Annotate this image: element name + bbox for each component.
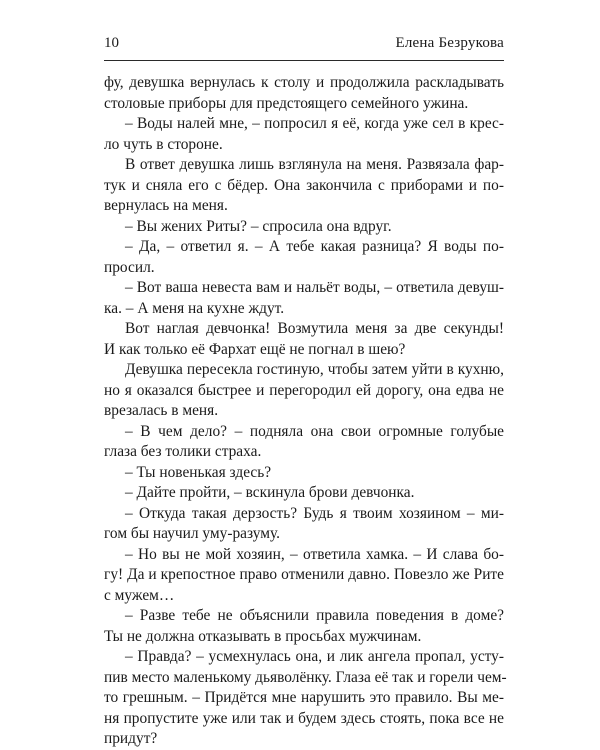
text-line: то грешным. – Придётся мне нарушить это правило. Вы ме- bbox=[104, 689, 504, 706]
text-line: – В чем дело? – подняла она свои огромные голубые bbox=[125, 422, 504, 440]
text-line: гу! Да и крепостное право отменили давно. Повезло же Рите bbox=[104, 566, 504, 583]
text-line: придут? bbox=[104, 730, 158, 747]
text-line: – Ты новенькая здесь? bbox=[125, 463, 272, 481]
author-name: Елена Безрукова bbox=[395, 35, 504, 51]
text-line: – Вы жених Риты? – спросила она вдруг. bbox=[125, 217, 392, 235]
header-rule bbox=[104, 60, 504, 61]
text-line: – Правда? – усмехнулась она, и лик ангела пропал, усту- bbox=[125, 648, 504, 665]
text-line: – Вот ваша невеста вам и нальёт воды, – ответила девуш- bbox=[125, 279, 504, 296]
text-line: ло чуть в стороне. bbox=[104, 135, 223, 153]
text-line: – Разве тебе не объяснили правила поведения в доме? bbox=[125, 607, 504, 624]
text-line: просил. bbox=[104, 258, 155, 276]
text-line: столовые приборы для предстоящего семейного ужина. bbox=[104, 94, 469, 112]
text-line: В ответ девушка лишь взглянула на меня. Развязала фар- bbox=[125, 156, 504, 173]
text-line: врезалась в меня. bbox=[104, 402, 219, 419]
text-line: тук и сняла его с бёдер. Она закончила с приборами и по- bbox=[104, 176, 504, 194]
text-line: Девушка пересекла гостиную, чтобы затем уйти в кухню, bbox=[125, 361, 504, 378]
text-line: но я оказался быстрее и перегородил ей дорогу, она едва не bbox=[104, 381, 504, 399]
text-line: – Но вы не мой хозяин, – ответила хамка. – И слава бо- bbox=[125, 545, 504, 563]
text-line: ка. – А меня на кухне ждут. bbox=[104, 299, 285, 317]
page-number: 10 bbox=[104, 35, 119, 51]
text-line: Вот наглая девчонка! Возмутила меня за две секунды! bbox=[125, 320, 504, 337]
text-line: ня пропустите уже или так и будем здесь стоять, пока все не bbox=[104, 709, 504, 727]
text-line: глаза без толики страха. bbox=[104, 443, 262, 460]
text-line: с мужем… bbox=[104, 586, 175, 604]
text-line: – Да, – ответил я. – А тебе какая разница? Я воды по- bbox=[125, 238, 504, 255]
text-line: вернулась на меня. bbox=[104, 197, 228, 214]
running-head bbox=[104, 30, 504, 56]
body-text bbox=[104, 73, 507, 750]
text-line: – Дайте пройти, – вскинула брови девчонка. bbox=[125, 484, 415, 501]
text-line: И как только её Фархат ещё не погнал в шею? bbox=[104, 340, 406, 358]
text-line: – Откуда такая дерзость? Будь я твоим хозяином – ми- bbox=[125, 504, 504, 522]
text-line: фу, девушка вернулась к столу и продолжила раскладывать bbox=[104, 74, 504, 91]
text-line: гом бы научил уму-разуму. bbox=[104, 525, 280, 542]
text-line: Ты не должна отказывать в просьбах мужчинам. bbox=[104, 627, 422, 645]
text-line: – Воды налей мне, – попросил я её, когда уже сел в крес- bbox=[125, 115, 504, 132]
text-line: пив место маленькому дьяволёнку. Глаза её так и горели чем- bbox=[104, 668, 507, 686]
